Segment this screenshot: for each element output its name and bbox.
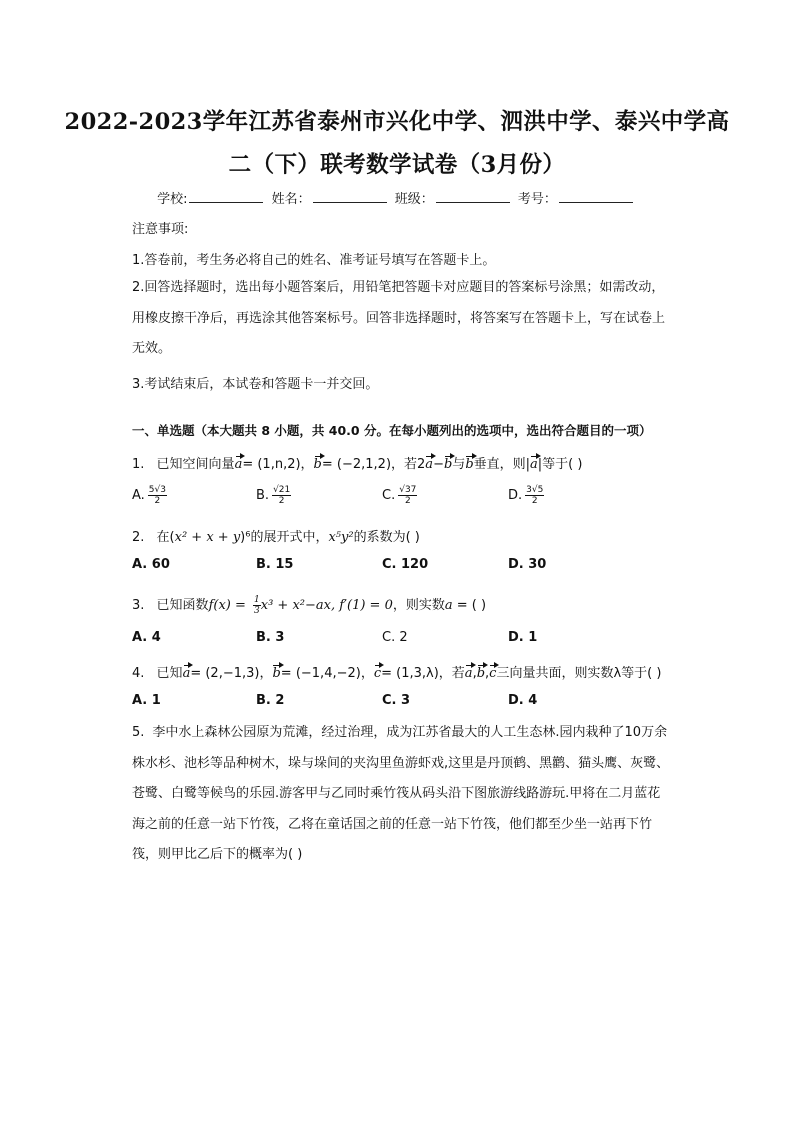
option-b[interactable]: B. 2	[256, 693, 285, 708]
question-5	[132, 718, 672, 871]
question-number: 1.	[132, 457, 145, 472]
option-a[interactable]: A. $\frac{5√3}{2}$	[132, 485, 166, 506]
vector-b: b	[313, 457, 322, 472]
name-blank[interactable]	[313, 190, 387, 203]
option-c[interactable]: C. $\frac{√37}{2}$	[382, 485, 417, 506]
question-2: 2. 在(x² + x + y)⁶的展开式中，x⁵y²的系数为( )	[132, 530, 420, 545]
notice-item-2: 2.回答选择题时，选出每小题答案后，用铅笔把答题卡对应题目的答案标号涂黑；如需改动，用橡皮擦干净后，再选涂其他答案标号。回答非选择题时，将答案写在答题卡上，写在试卷上无效。	[132, 280, 666, 356]
option-a[interactable]: A. 60	[132, 557, 170, 572]
option-b[interactable]: B. $\frac{√21}{2}$	[256, 485, 291, 506]
option-c[interactable]: C. 3	[382, 693, 411, 708]
exam-title-line2: 二（下）联考数学试卷（3月份）	[228, 152, 566, 178]
option-d[interactable]: D. 30	[508, 557, 547, 572]
question-4: 4. 已知a= (2,−1,3)，b= (−1,4,−2)，c= (1,3,λ)，若a,b,c三向量共面，则实数λ等于( )	[132, 666, 662, 681]
vector-a: a	[234, 457, 243, 472]
option-d[interactable]: D. 1	[508, 630, 538, 645]
notice-heading: 注意事项:	[132, 222, 189, 237]
option-a[interactable]: A. 1	[132, 693, 161, 708]
exam-title-line1: 2022-2023学年江苏省泰州市兴化中学、泗洪中学、泰兴中学高	[64, 109, 730, 135]
question-number: 3.	[132, 598, 145, 613]
option-c[interactable]: C. 120	[382, 557, 429, 572]
option-b[interactable]: B. 3	[256, 630, 285, 645]
class-label: 班级：	[394, 192, 434, 207]
question-1: 1. 已知空间向量a= (1,n,2)，b= (−2,1,2)，若2a−b与b垂直，则|a|等于( )	[132, 457, 583, 472]
question-number: 5.	[132, 725, 145, 740]
notice-item-1: 1.答卷前，考生务必将自己的姓名、准考证号填写在答题卡上。	[132, 253, 496, 268]
class-blank[interactable]	[436, 190, 510, 203]
fraction-one-third: $\frac{1}{3}$	[254, 595, 260, 616]
exam-number-label: 考号：	[517, 192, 557, 207]
question-5-text: 李中水上森林公园原为荒滩，经过治理，成为江苏省最大的人工生态林.园内栽种了10万余株水杉、池杉等品种树木，垛与垛间的夹沟里鱼游虾戏,这里是丹顶鹤、黑鹳、猫头鹰、灰鹭、苍鹭、白鹭等候鸟的乐园.游客甲与乙同时乘竹筏从码头沿下图旅游线路游玩.甲将在二月蓝花海之前的任意一站下竹筏，乙将在童话国之前的任意一站下竹筏，他们都至少坐一站再下竹筏，则甲比乙后下的概率为( )	[132, 725, 670, 862]
school-blank[interactable]	[189, 190, 263, 203]
option-d[interactable]: D. $\frac{3√5}{2}$	[508, 485, 544, 506]
name-label: 姓名：	[271, 192, 311, 207]
section-1-heading: 一、单选题（本大题共 8 小题，共 40.0 分。在每小题列出的选项中，选出符合题目的一项）	[132, 423, 652, 438]
option-d[interactable]: D. 4	[508, 693, 538, 708]
school-label: 学校:	[157, 192, 188, 207]
question-number: 2.	[132, 530, 145, 545]
notice-item-3: 3.考试结束后，本试卷和答题卡一并交回。	[132, 377, 379, 392]
option-b[interactable]: B. 15	[256, 557, 294, 572]
option-a[interactable]: A. 4	[132, 630, 161, 645]
exam-number-blank[interactable]	[559, 190, 633, 203]
question-3: 3. 已知函数f(x) = $\frac{1}{3}$ x³ + x²−ax, f′(1) = 0，则实数a = ( )	[132, 595, 487, 616]
question-number: 4.	[132, 666, 145, 681]
student-info-row	[0, 188, 794, 207]
option-c[interactable]: C. 2	[382, 630, 408, 645]
